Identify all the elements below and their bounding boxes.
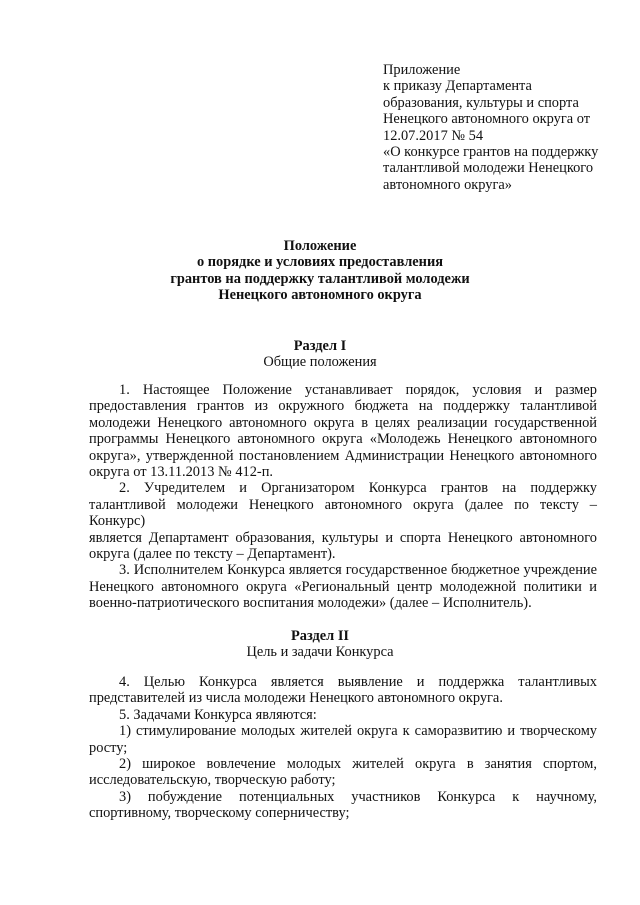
paragraph-line: исследовательскую, творческую работу; [89, 772, 336, 789]
paragraph-line: округа от 13.11.2013 № 412-п. [89, 464, 273, 481]
paragraph-line: спортивному, творческому соперничеству; [89, 805, 350, 822]
paragraph-line: молодежи Ненецкого автономного округа в целях реализации государственной [89, 414, 597, 431]
paragraph-line: 5. Задачами Конкурса являются: [119, 706, 317, 723]
paragraph-line: талантливой молодежи Ненецкого автономного округа (далее по тексту – Конкурс) [89, 496, 597, 530]
appendix-line: 12.07.2017 № 54 [383, 127, 484, 144]
paragraph-2 [89, 480, 597, 562]
paragraph-line: округа (далее по тексту – Департамент). [89, 546, 336, 563]
section-1-name: Общие положения [263, 354, 377, 371]
paragraph-line: Ненецкого автономного округа «Региональный центр молодежной политики и [89, 578, 597, 595]
section-2-body [89, 674, 597, 822]
title-line: о порядке и условиях предоставления [196, 254, 444, 271]
appendix-note [383, 62, 623, 193]
paragraph-line: 1) стимулирование молодых жителей округа к саморазвитию и творческому [119, 723, 597, 740]
section-2-heading [0, 628, 640, 661]
paragraph-5-item-3 [89, 789, 597, 822]
paragraph-line: росту; [89, 739, 128, 756]
appendix-line: автономного округа» [383, 176, 512, 193]
title-line: грантов на поддержку талантливой молодежи [170, 270, 470, 287]
appendix-line: образования, культуры и спорта [383, 94, 579, 111]
paragraph-1 [89, 382, 597, 480]
paragraph-line: представителей из числа молодежи Ненецкого автономного округа. [89, 690, 503, 707]
paragraph-4 [89, 674, 597, 707]
document-title [0, 238, 640, 304]
section-2-name: Цель и задачи Конкурса [246, 644, 394, 661]
paragraph-line: 1. Настоящее Положение устанавливает порядок, условия и размер [119, 382, 597, 398]
section-1-heading [0, 338, 640, 371]
paragraph-5 [89, 707, 597, 723]
paragraph-line: предоставления грантов из окружного бюджета на поддержку талантливой [89, 398, 597, 415]
paragraph-line: 4. Целью Конкурса является выявление и поддержка талантливых [119, 674, 597, 690]
paragraph-3 [89, 562, 597, 611]
paragraph-5-item-2 [89, 756, 597, 789]
paragraph-line: 2) широкое вовлечение молодых жителей округа в занятия спортом, [119, 756, 597, 773]
paragraph-line: является Департамент образования, культуры и спорта Ненецкого автономного [89, 529, 597, 546]
section-1-body [89, 382, 597, 612]
paragraph-line: округа», утвержденной постановлением Администрации Ненецкого автономного [89, 447, 597, 464]
appendix-line: к приказу Департамента [383, 78, 532, 95]
title-line: Ненецкого автономного округа [218, 287, 422, 304]
appendix-line: Ненецкого автономного округа от [383, 111, 591, 128]
section-2-number: Раздел II [290, 628, 350, 644]
appendix-line: талантливой молодежи Ненецкого [383, 160, 594, 177]
appendix-line: «О конкурсе грантов на поддержку [383, 144, 599, 161]
paragraph-line: военно-патриотического воспитания молодежи» (далее – Исполнитель). [89, 595, 532, 612]
section-1-number: Раздел I [293, 338, 347, 354]
appendix-line: Приложение [383, 62, 461, 78]
paragraph-line: 3) побуждение потенциальных участников Конкурса к научному, [119, 788, 597, 805]
title-line: Положение [283, 238, 357, 254]
paragraph-line: 3. Исполнителем Конкурса является государственное бюджетное учреждение [119, 562, 597, 579]
paragraph-5-item-1 [89, 723, 597, 756]
paragraph-line: 2. Учредителем и Организатором Конкурса грантов на поддержку [119, 480, 597, 497]
paragraph-line: программы Ненецкого автономного округа «Молодежь Ненецкого автономного [89, 431, 597, 448]
